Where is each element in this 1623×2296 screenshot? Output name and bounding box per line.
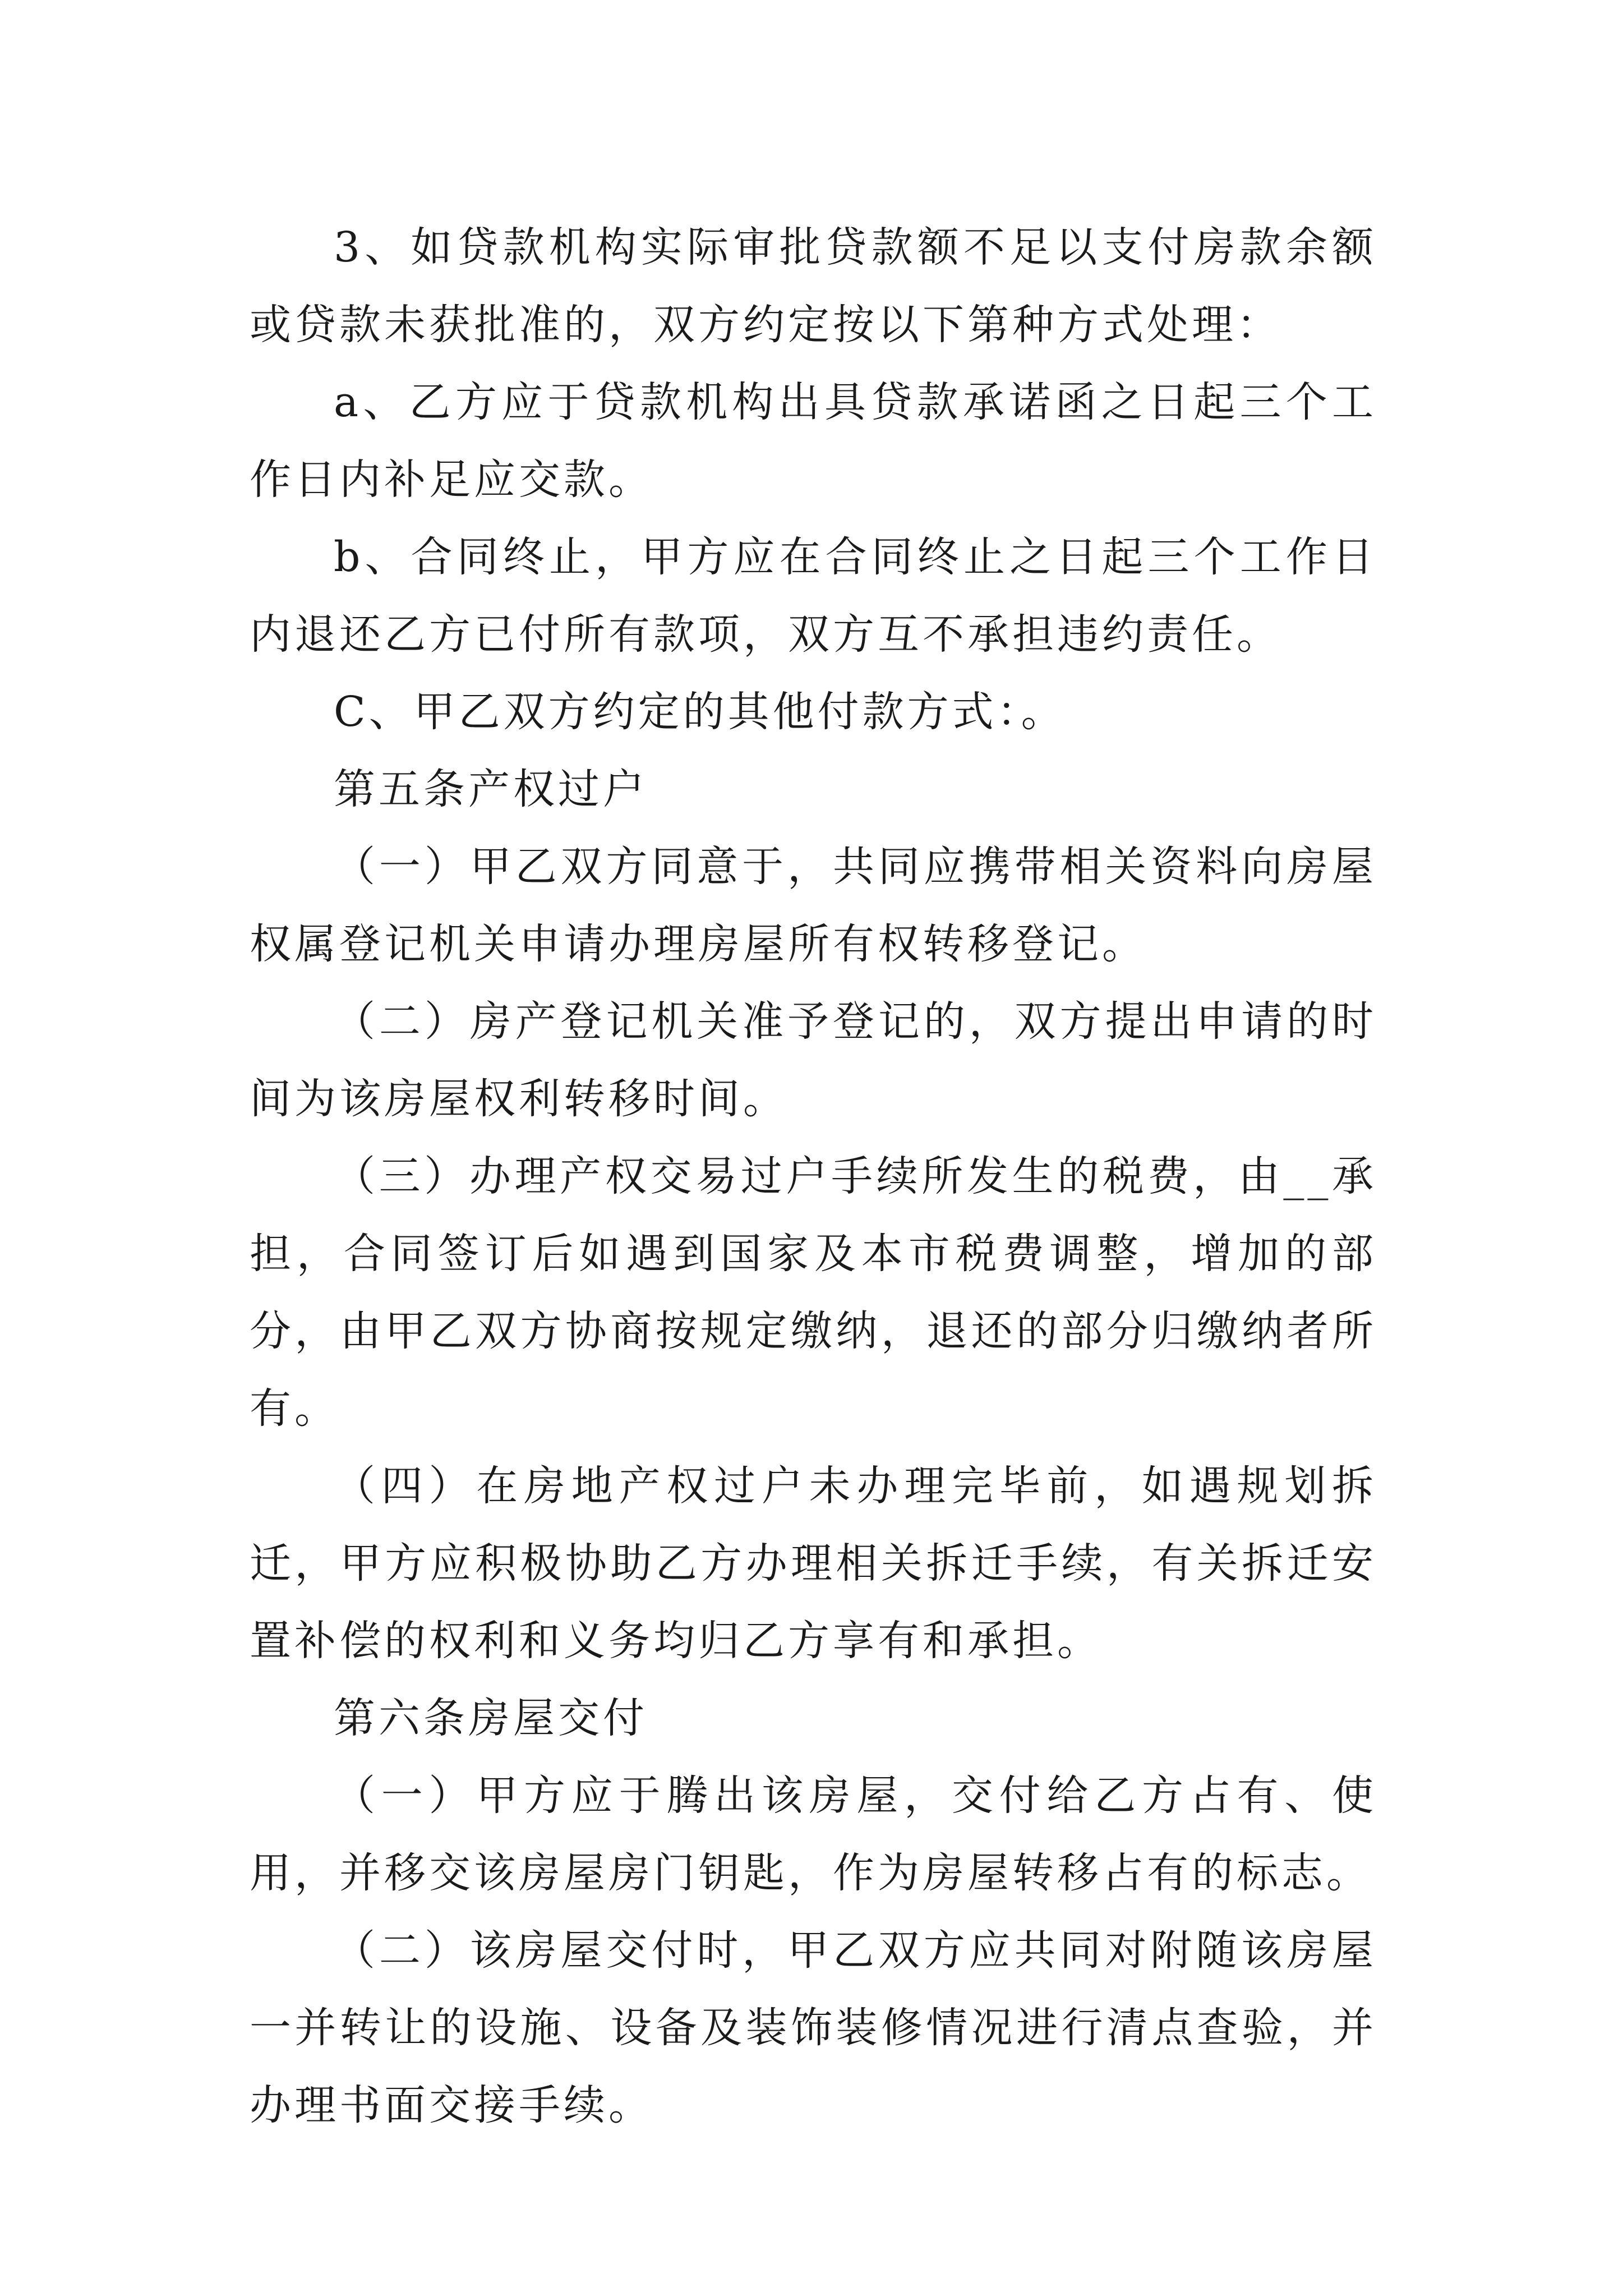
paragraph-article-5-item-3: （三）办理产权交易过户手续所发生的税费，由__承担，合同签订后如遇到国家及本市税费调整，增加的部分，由甲乙双方协商按规定缴纳，退还的部分归缴纳者所有。 [250,1152,1377,1433]
paragraph-article-5-item-2: （二）房产登记机关准予登记的，双方提出申请的时间为该房屋权利转移时间。 [250,997,1377,1123]
paragraph-option-c: C、甲乙双方约定的其他付款方式：。 [334,688,1066,736]
paragraph-article-5-item-1: （一）甲乙双方同意于，共同应携带相关资料向房屋权属登记机关申请办理房屋所有权转移登记。 [250,843,1377,968]
section-heading-article-5: 第五条产权过户 [334,765,648,813]
paragraph-article-5-item-4: （四）在房地产权过户未办理完毕前，如遇规划拆迁，甲方应积极协助乙方办理相关拆迁手续，有关拆迁安置补偿的权利和义务均归乙方享有和承担。 [250,1462,1377,1665]
paragraph-option-b: b、合同终止，甲方应在合同终止之日起三个工作日内退还乙方已付所有款项，双方互不承担违约责任。 [250,533,1377,659]
paragraph-option-a: a、乙方应于贷款机构出具贷款承诺函之日起三个工作日内补足应交款。 [250,378,1377,504]
paragraph-article-6-item-2: （二）该房屋交付时，甲乙双方应共同对附随该房屋一并转让的设施、设备及装饰装修情况进行清点查验，并办理书面交接手续。 [250,1926,1377,2129]
section-heading-article-6: 第六条房屋交付 [334,1694,648,1742]
paragraph-article-6-item-1: （一）甲方应于腾出该房屋，交付给乙方占有、使用，并移交该房屋房门钥匙，作为房屋转移占有的标志。 [250,1772,1377,1897]
document-body [250,209,1377,2144]
paragraph-loan-shortfall: 3、如贷款机构实际审批贷款额不足以支付房款余额或贷款未获批准的，双方约定按以下第种方式处理： [250,223,1377,349]
